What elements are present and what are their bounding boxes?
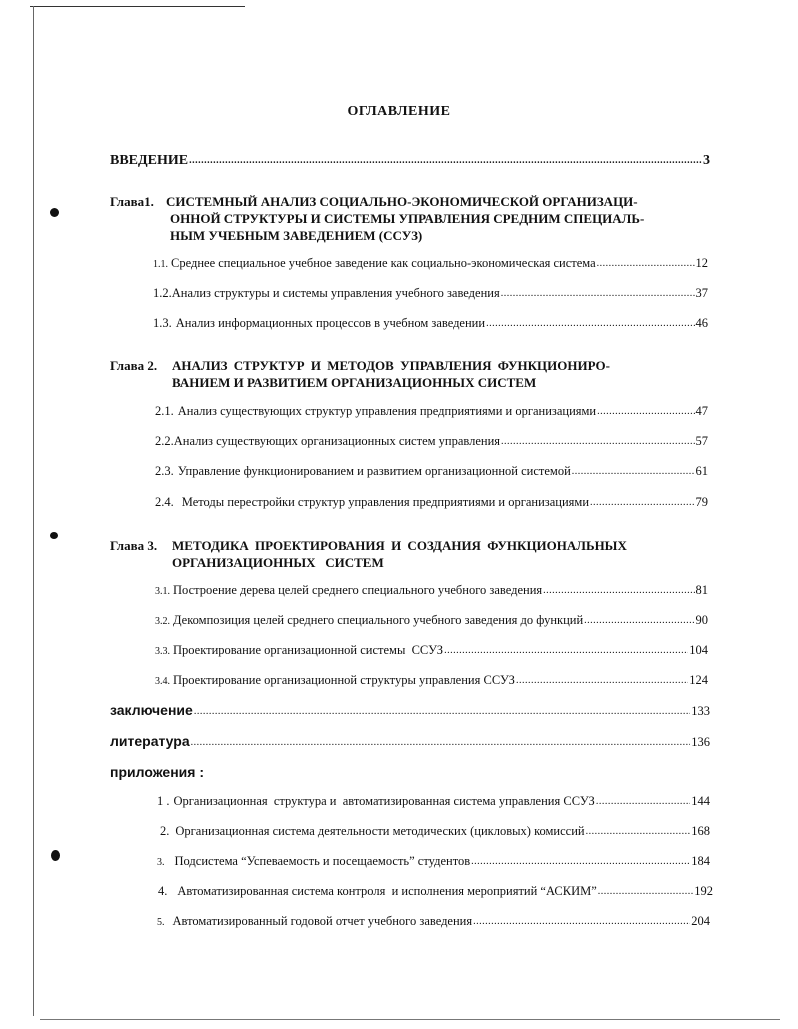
page-title: ОГЛАВЛЕНИЕ — [347, 104, 451, 119]
toc-entry-label: Анализ структуры и системы управления учебного заведения — [171, 286, 500, 300]
punch-hole-mark — [51, 850, 60, 861]
section-number: 3.1. — [155, 586, 170, 597]
dot-leader — [584, 612, 694, 627]
toc-entry-section — [155, 404, 708, 419]
toc-page-number: 90 — [695, 613, 708, 627]
toc-page-number: 57 — [695, 434, 708, 448]
appendix-number: 4. — [158, 884, 168, 898]
section-number: 3.4. — [155, 676, 170, 687]
dot-leader — [590, 494, 694, 509]
chapter-prefix: Глава 3. — [110, 538, 158, 553]
dot-leader — [572, 463, 695, 478]
section-number: 1.3. — [153, 316, 172, 330]
toc-entry-appendix — [157, 854, 710, 869]
toc-page-number: 133 — [691, 704, 710, 718]
section-number: 2.2. — [155, 434, 174, 448]
dot-leader — [473, 913, 690, 928]
toc-entry-label: Подсистема “Успеваемость и посещаемость” студентов — [174, 854, 471, 868]
dot-leader — [444, 642, 688, 657]
toc-page-number: 81 — [695, 583, 708, 597]
punch-hole-mark — [50, 532, 58, 539]
appendix-number: 1 . — [157, 794, 170, 808]
appendices-heading: приложения : — [110, 764, 205, 780]
toc-page-number: 136 — [691, 735, 710, 749]
dot-leader — [596, 793, 690, 808]
toc-entry-label: Проектирование организационной системы ССУЗ — [173, 643, 444, 657]
toc-page-number: 79 — [695, 495, 708, 509]
appendix-number: 5. — [157, 917, 165, 928]
dot-leader — [191, 734, 691, 749]
chapter-prefix: Глава 2. — [110, 358, 158, 373]
dot-leader — [597, 403, 694, 418]
section-number: 2.3. — [155, 464, 174, 478]
dot-leader — [194, 703, 690, 718]
appendix-number: 3. — [157, 857, 165, 868]
toc-entry-label: Анализ существующих организационных систем управления — [173, 434, 501, 448]
toc-page-number: 46 — [695, 316, 708, 330]
toc-entry-appendix — [157, 794, 710, 809]
toc-entry-section — [155, 643, 708, 658]
toc-entry-label: Декомпозиция целей среднего специального учебного заведения до функций — [173, 613, 584, 627]
toc-entry-label: Автоматизированная система контроля и исполнения мероприятий “АСКИМ” — [177, 884, 597, 898]
section-number: 2.4. — [155, 495, 174, 509]
chapter-title-line: АНАЛИЗ СТРУКТУР И МЕТОДОВ УПРАВЛЕНИЯ ФУНКЦИОНИРО- — [172, 358, 610, 373]
scan-edge-bottom — [40, 1019, 780, 1020]
toc-page-number: 204 — [691, 914, 710, 928]
chapter-title-line: МЕТОДИКА ПРОЕКТИРОВАНИЯ И СОЗДАНИЯ ФУНКЦИОНАЛЬНЫХ — [172, 538, 627, 553]
dot-leader — [543, 582, 694, 597]
section-number: 1.2. — [153, 286, 172, 300]
toc-entry-section — [155, 583, 708, 598]
chapter-title-line: ВАНИЕМ И РАЗВИТИЕМ ОРГАНИЗАЦИОННЫХ СИСТЕМ — [172, 375, 537, 390]
dot-leader — [586, 823, 691, 838]
dot-leader — [189, 152, 702, 168]
dot-leader — [501, 433, 694, 448]
toc-entry-section — [153, 316, 708, 331]
toc-entry-conclusion — [110, 702, 710, 719]
toc-entry-label: Среднее специальное учебное заведение как социально-экономическая система — [171, 256, 596, 270]
toc-page-number: 3 — [703, 153, 710, 168]
toc-entry-label: литература — [110, 733, 190, 749]
chapter-title-line: СИСТЕМНЫЙ АНАЛИЗ СОЦИАЛЬНО-ЭКОНОМИЧЕСКОЙ ОРГАНИЗАЦИ- — [166, 194, 638, 209]
toc-entry-section — [153, 256, 708, 271]
section-number: 3.2. — [155, 616, 170, 627]
toc-entry-label: Анализ информационных процессов в учебном заведении — [175, 316, 486, 330]
dot-leader — [516, 672, 688, 687]
dot-leader — [471, 853, 690, 868]
toc-page-number: 104 — [689, 643, 708, 657]
toc-entry-section — [153, 286, 708, 301]
toc-entry-section — [155, 495, 708, 510]
toc-entry-label: Управление функционированием и развитием организационной системой — [177, 464, 571, 478]
toc-entry-section — [155, 673, 708, 688]
chapter-title-line: НЫМ УЧЕБНЫМ ЗАВЕДЕНИЕМ (ССУЗ) — [170, 228, 423, 243]
toc-page-number: 192 — [694, 884, 713, 898]
toc-entry-label: Построение дерева целей среднего специального учебного заведения — [173, 583, 543, 597]
toc-page-number: 124 — [689, 673, 708, 687]
scan-edge-top — [30, 6, 245, 7]
toc-entry-label: заключение — [110, 702, 193, 718]
section-number: 2.1. — [155, 404, 174, 418]
toc-page-number: 47 — [695, 404, 708, 418]
toc-entry-section — [155, 464, 708, 479]
toc-entry-appendix — [157, 914, 710, 929]
dot-leader — [598, 883, 693, 898]
toc-entry-label: Автоматизированный годовой отчет учебного заведения — [172, 914, 473, 928]
toc-entry-label: Проектирование организационной структуры управления ССУЗ — [173, 673, 515, 687]
toc-entry-literature — [110, 733, 710, 750]
section-number: 3.3. — [155, 646, 170, 657]
toc-entry-intro — [110, 153, 710, 169]
toc-entry-label: Организационная структура и автоматизированная система управления ССУЗ — [173, 794, 595, 808]
toc-page-number: 61 — [695, 464, 708, 478]
toc-entry-label: ВВЕДЕНИЕ — [110, 153, 189, 168]
dot-leader — [597, 255, 695, 270]
chapter-title-line: ОННОЙ СТРУКТУРЫ И СИСТЕМЫ УПРАВЛЕНИЯ СРЕДНИМ СПЕЦИАЛЬ- — [170, 211, 645, 226]
dot-leader — [486, 315, 694, 330]
toc-page-number: 168 — [691, 824, 710, 838]
toc-entry-label: Анализ существующих структур управления предприятиями и организациями — [177, 404, 597, 418]
toc-entry-appendix — [160, 824, 710, 839]
toc-entry-appendix — [158, 884, 713, 899]
toc-page-number: 12 — [695, 256, 708, 270]
toc-page-number: 37 — [695, 286, 708, 300]
toc-page-number: 144 — [691, 794, 710, 808]
punch-hole-mark — [50, 208, 59, 217]
toc-page-number: 184 — [691, 854, 710, 868]
appendix-number: 2. — [160, 824, 170, 838]
chapter-title-line: ОРГАНИЗАЦИОННЫХ СИСТЕМ — [172, 555, 384, 570]
section-number: 1.1. — [153, 259, 168, 270]
toc-entry-section — [155, 434, 708, 449]
chapter-prefix: Глава1. — [110, 194, 154, 209]
dot-leader — [501, 285, 695, 300]
toc-entry-section — [155, 613, 708, 628]
toc-entry-label: Организационная система деятельности методических (цикловых) комиссий — [175, 824, 585, 838]
toc-entry-label: Методы перестройки структур управления предприятиями и организациями — [181, 495, 590, 509]
scan-edge-left — [33, 6, 34, 1016]
